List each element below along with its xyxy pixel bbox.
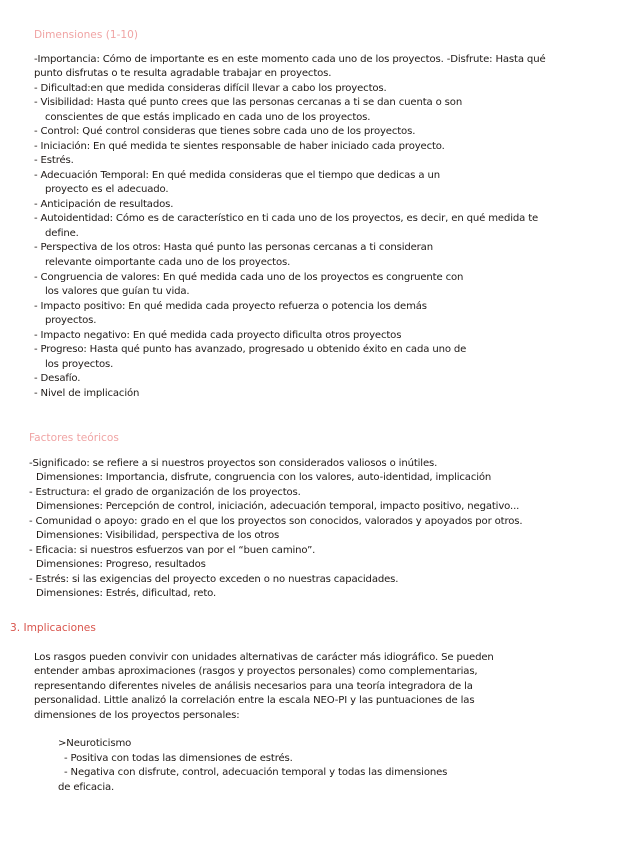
- dim-line: - Nivel de implicación: [34, 388, 140, 399]
- factor-line: Dimensiones: Progreso, resultados: [36, 559, 206, 570]
- dim-line: - Perspectiva de los otros: Hasta qué punto las personas cercanas a ti consideran: [34, 242, 433, 253]
- dim-line: - Impacto positivo: En qué medida cada proyecto refuerza o potencia los demás: [34, 301, 427, 312]
- factor-line: - Estructura: el grado de organización de los proyectos.: [29, 487, 301, 498]
- dim-line: - Visibilidad: Hasta qué punto crees que las personas cercanas a ti se dan cuenta o son: [34, 97, 463, 108]
- dim-line: - Progreso: Hasta qué punto has avanzado, progresado u obtenido éxito en cada uno de: [34, 344, 467, 355]
- dim-line: - Estrés.: [34, 155, 74, 166]
- list-line: - Positiva con todas las dimensiones de estrés.: [64, 753, 293, 764]
- factor-line: - Comunidad o apoyo: grado en el que los proyectos son conocidos, valorados y apoyados por otros.: [29, 516, 523, 527]
- dimensiones-heading: Dimensiones (1-10): [34, 29, 139, 41]
- factores-heading: Factores teóricos: [29, 432, 119, 444]
- list-line: - Negativa con disfrute, control, adecuación temporal y todas las dimensiones: [64, 767, 448, 778]
- dim-line: los proyectos.: [45, 359, 114, 370]
- factor-line: Dimensiones: Percepción de control, iniciación, adecuación temporal, impacto positivo, negativo...: [36, 501, 520, 512]
- dim-line: define.: [45, 228, 79, 239]
- dim-line: proyecto es el adecuado.: [45, 184, 169, 195]
- paragraph-line: Los rasgos pueden convivir con unidades alternativas de carácter más idiográfico. Se pueden: [34, 652, 494, 663]
- paragraph-line: personalidad. Little analizó la correlación entre la escala NEO-PI y las puntuaciones de las: [34, 695, 475, 706]
- dim-line: relevante oimportante cada uno de los proyectos.: [45, 257, 291, 268]
- dim-line: - Control: Qué control consideras que tienes sobre cada uno de los proyectos.: [34, 126, 416, 137]
- dim-line: - Anticipación de resultados.: [34, 199, 174, 210]
- dim-line: - Iniciación: En qué medida te sientes responsable de haber iniciado cada proyecto.: [34, 141, 445, 152]
- dim-line: - Impacto negativo: En qué medida cada proyecto dificulta otros proyectos: [34, 330, 402, 341]
- factor-line: - Eficacia: si nuestros esfuerzos van por el “buen camino”.: [29, 545, 316, 556]
- list-line: >Neuroticismo: [58, 738, 132, 749]
- paragraph-line: representando diferentes niveles de análisis necesarios para una teoría integradora de la: [34, 681, 473, 692]
- implicaciones-heading: 3. Implicaciones: [10, 622, 96, 634]
- dim-line: - Desafío.: [34, 373, 81, 384]
- paragraph-line: dimensiones de los proyectos personales:: [34, 710, 240, 721]
- dim-line: - Autoidentidad: Cómo es de característico en ti cada uno de los proyectos, es decir, en qué medida te: [34, 213, 539, 224]
- dim-line: - Dificultad:en que medida consideras difícil llevar a cabo los proyectos.: [34, 83, 387, 94]
- dim-line: los valores que guían tu vida.: [45, 286, 190, 297]
- dim-line: - Congruencia de valores: En qué medida cada uno de los proyectos es congruente con: [34, 272, 464, 283]
- dim-line: conscientes de que estás implicado en cada uno de los proyectos.: [45, 112, 371, 123]
- factor-line: Dimensiones: Importancia, disfrute, congruencia con los valores, auto-identidad, implicación: [36, 472, 492, 483]
- factor-line: -Significado: se refiere a si nuestros proyectos son considerados valiosos o inútiles.: [29, 458, 438, 469]
- dim-line: proyectos.: [45, 315, 97, 326]
- paragraph-line: entender ambas aproximaciones (rasgos y proyectos personales) como complementarias,: [34, 666, 478, 677]
- dim-line: - Adecuación Temporal: En qué medida consideras que el tiempo que dedicas a un: [34, 170, 440, 181]
- dim-line: -Importancia: Cómo de importante es en este momento cada uno de los proyectos. -Disfrute: Hasta qué: [34, 54, 546, 65]
- factor-line: - Estrés: si las exigencias del proyecto exceden o no nuestras capacidades.: [29, 574, 399, 585]
- list-line: de eficacia.: [58, 782, 115, 793]
- factor-line: Dimensiones: Estrés, dificultad, reto.: [36, 588, 217, 599]
- dim-line: punto disfrutas o te resulta agradable trabajar en proyectos.: [34, 68, 332, 79]
- factor-line: Dimensiones: Visibilidad, perspectiva de los otros: [36, 530, 280, 541]
